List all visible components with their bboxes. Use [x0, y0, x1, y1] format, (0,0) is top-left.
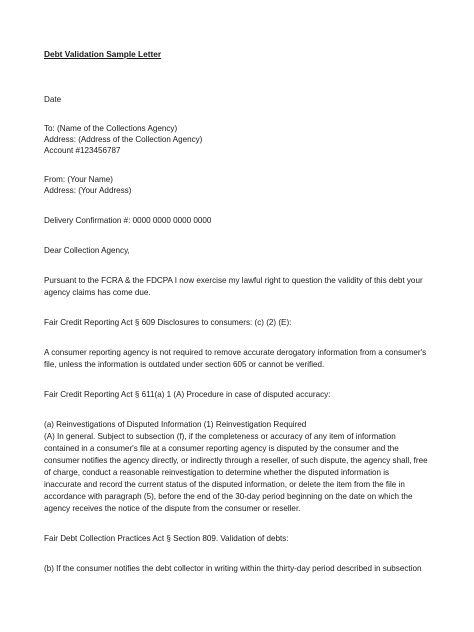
to-address: Address: (Address of the Collection Agency): [44, 135, 203, 144]
intro-line: agency claims has come due.: [44, 288, 151, 297]
intro-line: Pursuant to the FCRA & the FDCPA I now exercise my lawful right to question the validity of this debt your: [44, 276, 423, 285]
document-title: Debt Validation Sample Letter: [44, 49, 162, 59]
to-line: To: (Name of the Collections Agency): [44, 124, 178, 133]
fcra-611-line: contained in a consumer's file at a consumer reporting agency is disputed by the consumer and the: [44, 444, 399, 453]
date-label: Date: [44, 95, 62, 104]
from-line: From: (Your Name): [44, 175, 113, 184]
fcra-609-heading: Fair Credit Reporting Act § 609 Disclosures to consumers: (c) (2) (E):: [44, 318, 292, 327]
fcra-611-line: accordance with paragraph (5), before the end of the 30-day period beginning on the date on which the: [44, 492, 413, 501]
account-number: Account #123456787: [44, 146, 121, 155]
fcra-611-line: of charge, conduct a reasonable reinvestigation to determine whether the disputed information is: [44, 468, 390, 477]
fcra-611-line: agency receives the notice of the dispute from the consumer or reseller.: [44, 504, 301, 513]
fcra-611-heading: Fair Credit Reporting Act § 611(a) 1 (A) Procedure in case of disputed accuracy:: [44, 390, 331, 399]
fdcpa-heading: Fair Debt Collection Practices Act § Section 809. Validation of debts:: [44, 534, 289, 543]
fcra-611-line: (A) In general. Subject to subsection (f), if the completeness or accuracy of any item of information: [44, 432, 396, 441]
salutation: Dear Collection Agency,: [44, 246, 130, 255]
fdcpa-line: (b) If the consumer notifies the debt collector in writing within the thirty-day period described in subsection: [44, 564, 422, 573]
fcra-611-line: inaccurate and record the current status of the disputed information, or delete the item from the file in: [44, 480, 405, 489]
fcra-611-line: (a) Reinvestigations of Disputed Information (1) Reinvestigation Required: [44, 420, 307, 429]
fcra-609-line: A consumer reporting agency is not required to remove accurate derogatory information from a consumer's: [44, 348, 427, 357]
fcra-611-line: consumer notifies the agency directly, or indirectly through a reseller, of such dispute, the agency shall, free: [44, 456, 428, 465]
from-address: Address: (Your Address): [44, 186, 132, 195]
fcra-609-line: file, unless the information is outdated under section 605 or cannot be verified.: [44, 360, 325, 369]
delivery-confirmation: Delivery Confirmation #: 0000 0000 0000 0000: [44, 216, 212, 225]
